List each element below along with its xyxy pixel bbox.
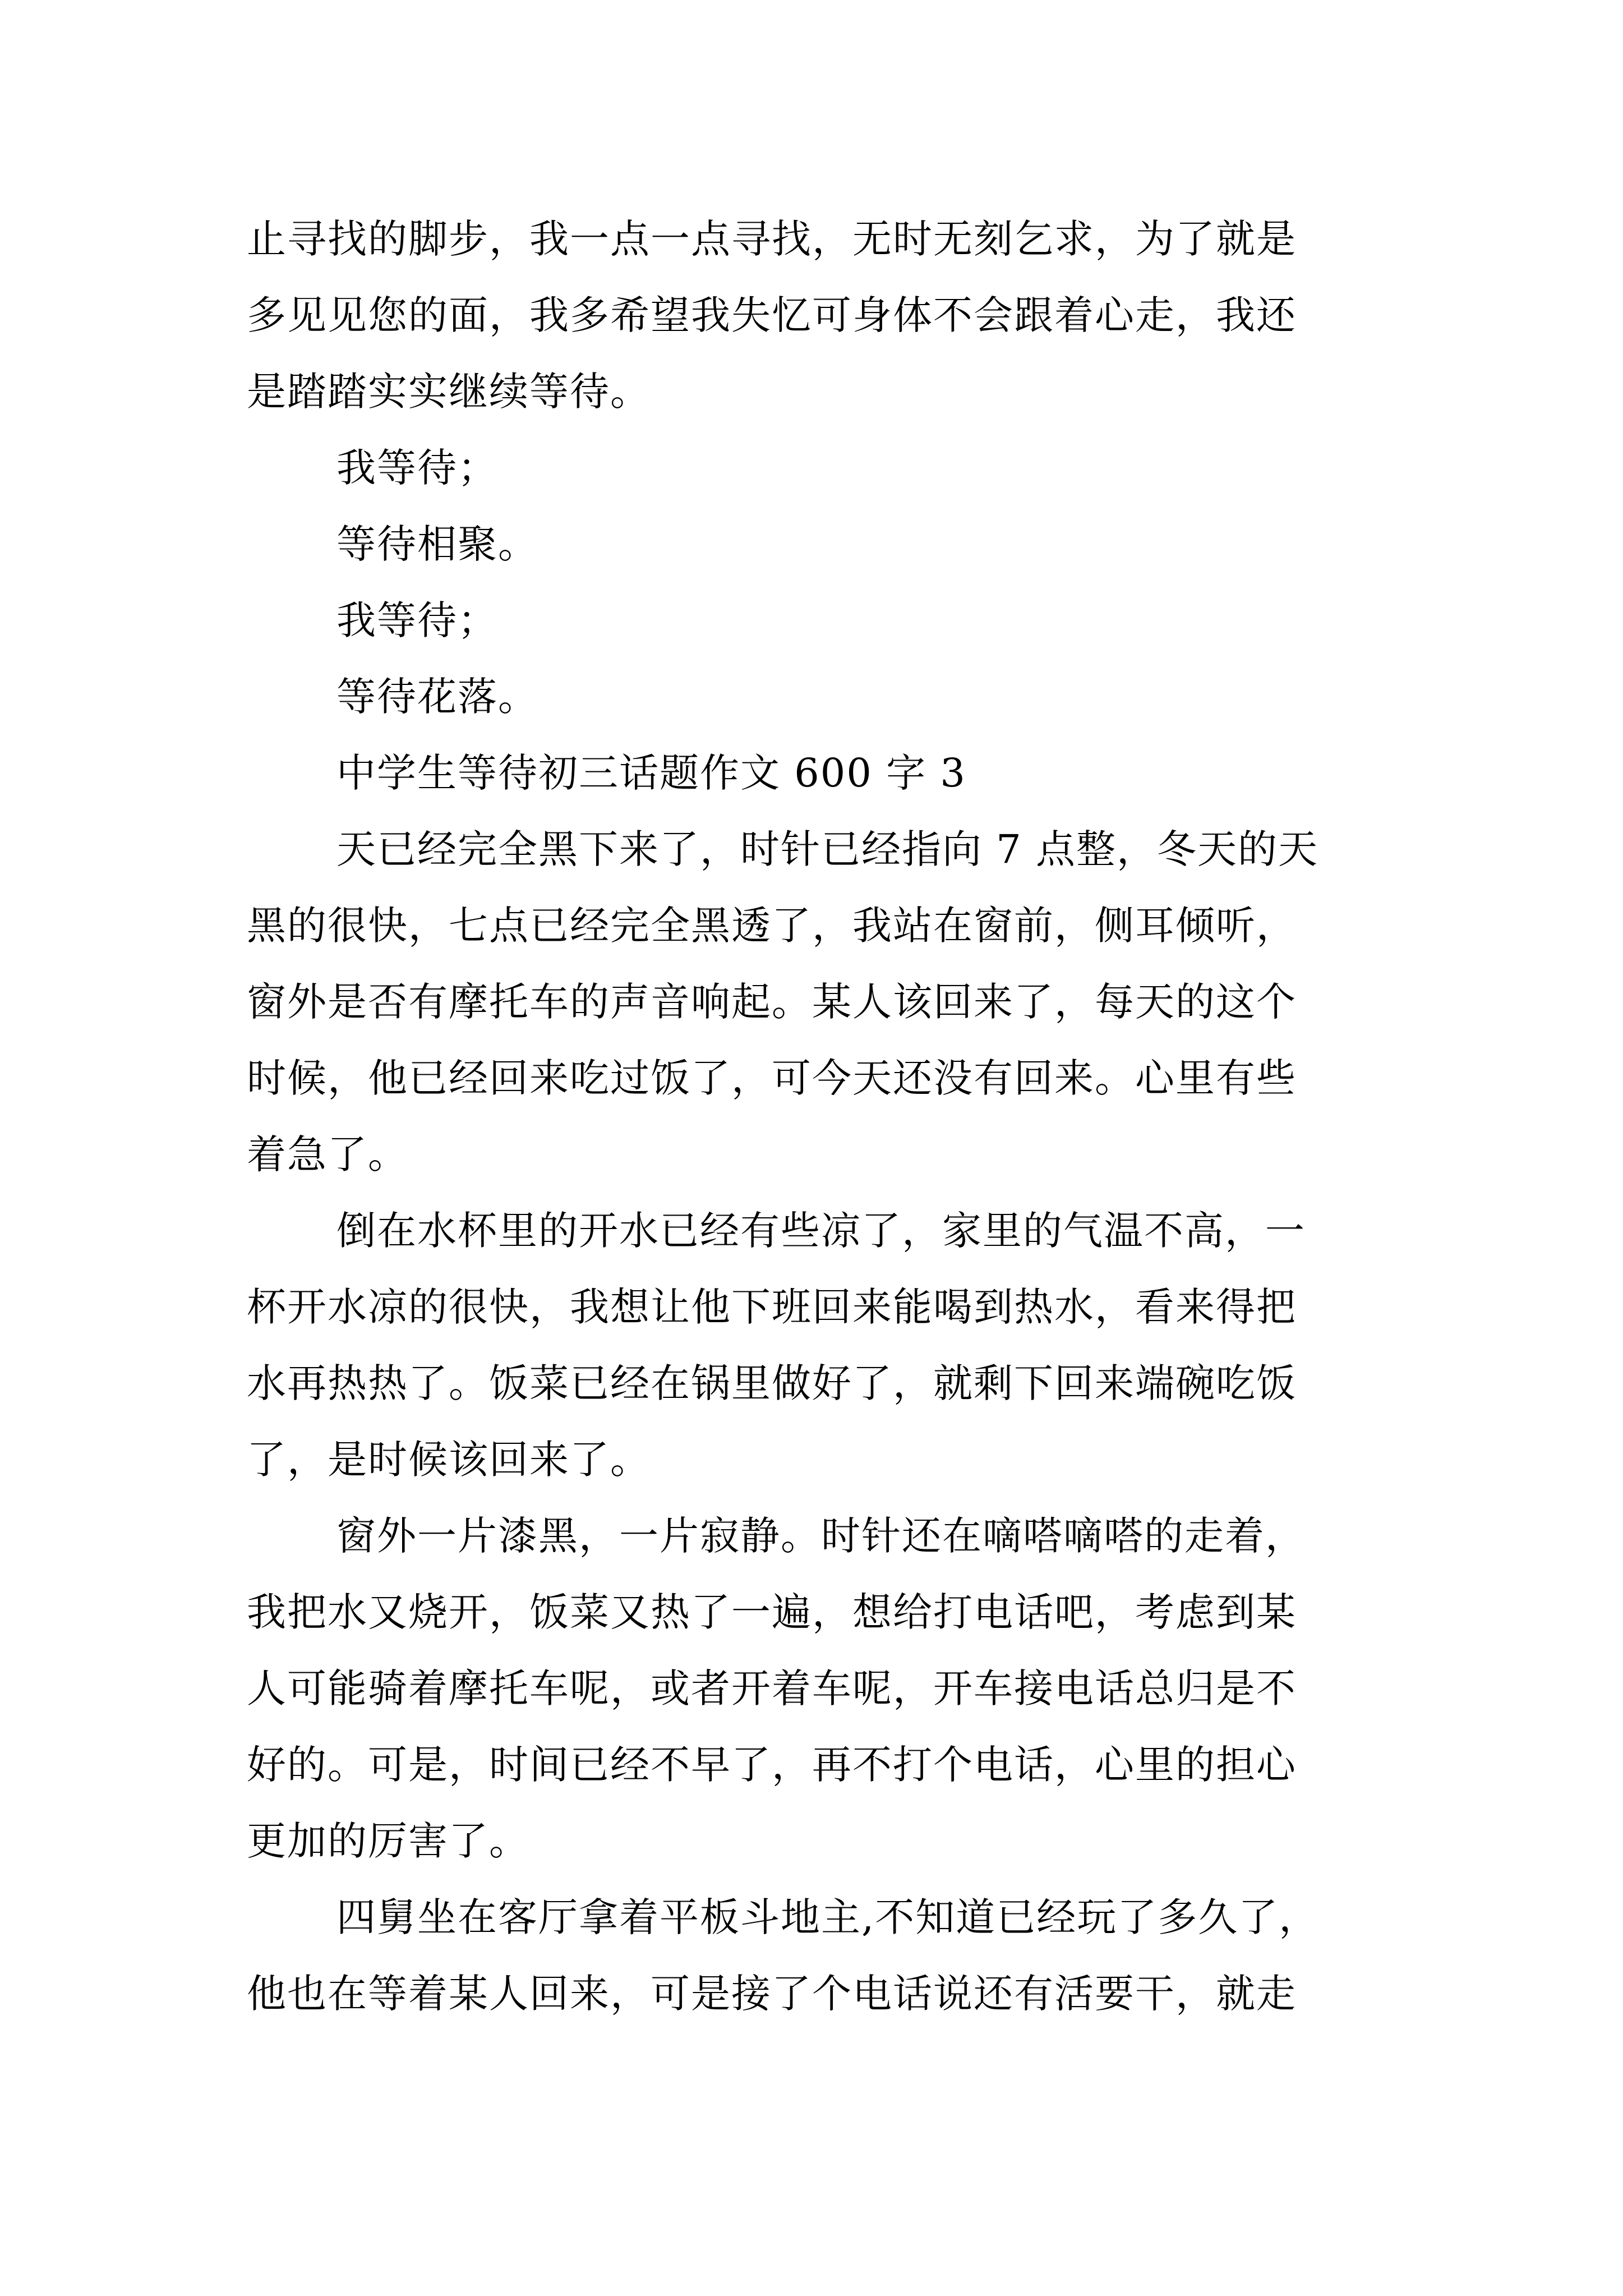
text-line: 着急了。 — [247, 1131, 408, 1177]
text-line: 多见见您的面，我多希望我失忆可身体不会跟着心走，我还 — [247, 292, 1297, 338]
text-line: 四舅坐在客厅拿着平板斗地主,不知道已经玩了多久了， — [336, 1894, 1320, 1940]
text-line: 等待花落。 — [336, 674, 538, 720]
section-heading: 中学生等待初三话题作文 600 字 3 — [336, 750, 966, 796]
text-line: 窗外一片漆黑，一片寂静。时针还在嘀嗒嘀嗒的走着， — [336, 1513, 1306, 1559]
text-line: 窗外是否有摩托车的声音响起。某人该回来了，每天的这个 — [247, 979, 1297, 1025]
document-body — [247, 201, 1396, 2032]
text-line: 我等待； — [336, 445, 498, 491]
text-line: 更加的厉害了。 — [247, 1818, 529, 1864]
text-line: 了，是时候该回来了。 — [247, 1437, 651, 1483]
text-line: 好的。可是，时间已经不早了，再不打个电话，心里的担心 — [247, 1742, 1297, 1788]
text-line: 我等待； — [336, 597, 498, 643]
text-line: 是踏踏实实继续等待。 — [247, 369, 651, 415]
text-line: 他也在等着某人回来，可是接了个电话说还有活要干，就走 — [247, 1971, 1297, 2017]
text-line: 水再热热了。饭菜已经在锅里做好了，就剩下回来端碗吃饭 — [247, 1360, 1297, 1406]
text-line: 杯开水凉的很快，我想让他下班回来能喝到热水，看来得把 — [247, 1284, 1297, 1330]
text-line: 我把水又烧开，饭菜又热了一遍，想给打电话吧，考虑到某 — [247, 1589, 1297, 1635]
text-line: 人可能骑着摩托车呢，或者开着车呢，开车接电话总归是不 — [247, 1665, 1297, 1711]
text-line: 天已经完全黑下来了，时针已经指向 7 点整，冬天的天 — [336, 826, 1319, 872]
text-line: 倒在水杯里的开水已经有些凉了，家里的气温不高，一 — [336, 1208, 1306, 1254]
text-line: 止寻找的脚步，我一点一点寻找，无时无刻乞求，为了就是 — [247, 216, 1297, 262]
text-line: 时候，他已经回来吃过饭了，可今天还没有回来。心里有些 — [247, 1055, 1297, 1101]
text-line: 黑的很快，七点已经完全黑透了，我站在窗前，侧耳倾听， — [247, 903, 1297, 949]
text-line: 等待相聚。 — [336, 521, 538, 567]
